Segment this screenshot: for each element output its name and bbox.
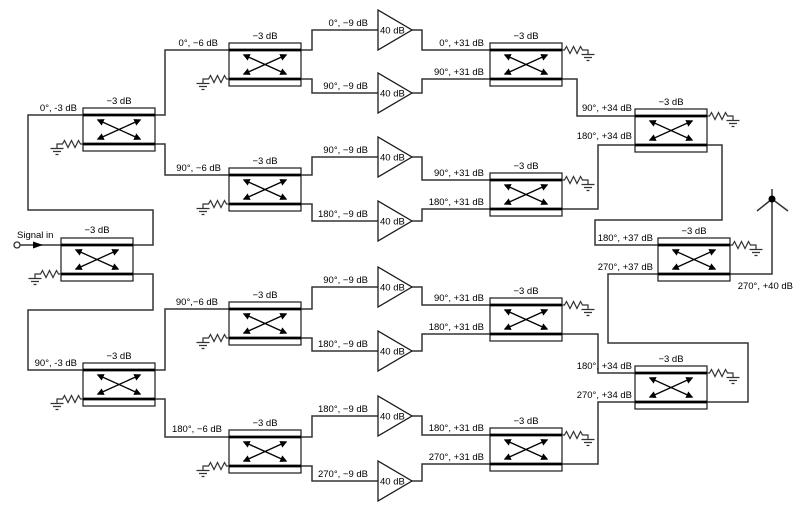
- terminated-port-icon: [51, 141, 84, 155]
- hybrid-coupler-icon: [83, 363, 155, 406]
- hybrid-coupler-icon: [229, 430, 301, 473]
- label-b-to-e: 90°, −6 dB: [176, 163, 221, 174]
- label-amp2-out: 90°, +31 dB: [433, 67, 484, 78]
- wire-amp4-to-comb2: [412, 209, 490, 221]
- coupler-gain-label: −3 dB: [513, 31, 539, 42]
- label-amp4-out: 180°, +31 dB: [428, 197, 484, 208]
- label-d-to-amp1: 0°, −9 dB: [328, 18, 368, 29]
- label-b-to-d: 0°, −6 dB: [178, 38, 218, 49]
- amplifier-6: [378, 331, 412, 371]
- wire-final-to-antenna: [730, 189, 772, 274]
- coupler-gain-label: −3 dB: [252, 156, 278, 167]
- label-comb6-out: 270°, +37 dB: [597, 262, 653, 273]
- amplifier-1: [378, 10, 412, 50]
- amp-gain-label: 40 dB: [380, 88, 405, 100]
- terminated-port-icon: [197, 335, 230, 349]
- signal-direction-arrow-icon: [33, 242, 43, 249]
- amplifier-3: [378, 137, 412, 177]
- terminated-port-icon: [562, 47, 595, 61]
- wire-amp6-to-comb3: [412, 334, 490, 351]
- label-comb3-out: 180°, +34 dB: [576, 361, 632, 372]
- hybrid-coupler-icon: [490, 298, 562, 341]
- wire-f-to-amp5: [301, 287, 378, 309]
- label-amp7-out: 180°, +31 dB: [428, 423, 484, 434]
- terminated-port-icon: [562, 432, 595, 446]
- coupler-combiner-2: [490, 161, 595, 216]
- coupler-gain-label: −3 dB: [106, 96, 132, 107]
- terminated-port-icon: [197, 201, 230, 215]
- terminated-port-icon: [562, 177, 595, 191]
- coupler-gain-label: −3 dB: [513, 416, 539, 427]
- terminated-port-icon: [562, 302, 595, 316]
- label-amp5-out: 90°, +31 dB: [433, 293, 484, 304]
- label-comb1-out: 90°, +34 dB: [581, 103, 632, 114]
- hybrid-coupler-icon: [61, 238, 133, 281]
- hybrid-coupler-icon: [490, 43, 562, 86]
- antenna-node: [769, 196, 776, 203]
- coupler-combiner-1: [490, 31, 595, 86]
- amplifier-5: [378, 267, 412, 307]
- coupler-gain-label: −3 dB: [681, 226, 707, 237]
- coupler-gain-label: −3 dB: [84, 225, 110, 236]
- label-comb4-out: 270°, +34 dB: [576, 390, 632, 401]
- hybrid-coupler-icon: [83, 108, 155, 151]
- coupler-gain-label: −3 dB: [658, 97, 684, 108]
- coupler-combiner-3: [490, 286, 595, 341]
- amplifier-2: [378, 73, 412, 113]
- hybrid-coupler-icon: [490, 428, 562, 471]
- coupler-combiner-final: [658, 226, 763, 281]
- hybrid-coupler-icon: [229, 43, 301, 86]
- source-terminal-icon: [14, 242, 20, 248]
- label-amp6-out: 180°, +31 dB: [428, 322, 484, 333]
- label-comb2-out: 180°, +34 dB: [576, 131, 632, 142]
- coupler-gain-label: −3 dB: [252, 290, 278, 301]
- hybrid-coupler-icon: [229, 168, 301, 211]
- coupler-gain-label: −3 dB: [513, 286, 539, 297]
- hybrid-coupler-icon: [658, 238, 730, 281]
- signal-in-label: Signal in: [17, 230, 54, 241]
- coupler-gain-label: −3 dB: [658, 354, 684, 365]
- coupler-gain-label: −3 dB: [252, 31, 278, 42]
- terminated-port-icon: [29, 271, 62, 285]
- label-amp1-out: 0°, +31 dB: [439, 38, 484, 49]
- terminated-port-icon: [707, 370, 740, 384]
- wire-b-to-d: [155, 50, 229, 115]
- amp-gain-label: 40 dB: [380, 25, 405, 37]
- amp-gain-label: 40 dB: [380, 216, 405, 228]
- label-final-out: 270°, +40 dB: [737, 281, 793, 292]
- terminated-port-icon: [707, 113, 740, 127]
- amplifier-8: [378, 461, 412, 501]
- wire-amp2-to-comb1: [412, 79, 490, 93]
- amp-gain-label: 40 dB: [380, 282, 405, 294]
- amp-gain-label: 40 dB: [380, 476, 405, 488]
- hybrid-coupler-icon: [635, 366, 707, 409]
- label-g-to-amp7: 180°, −9 dB: [317, 404, 368, 415]
- terminated-port-icon: [730, 242, 763, 256]
- coupler-gain-label: −3 dB: [252, 418, 278, 429]
- label-amp8-out: 270°, +31 dB: [428, 452, 484, 463]
- coupler-combiner-4: [490, 416, 595, 471]
- wire-amp8-to-comb4: [412, 464, 490, 481]
- wire-c-to-f: [155, 309, 229, 370]
- amp-gain-label: 40 dB: [380, 346, 405, 358]
- hybrid-coupler-icon: [229, 302, 301, 345]
- amplifier-7: [378, 396, 412, 436]
- label-e-to-amp3: 90°, −9 dB: [323, 145, 368, 156]
- wire-input-to-splitter-bottom: [28, 274, 153, 370]
- wire-d-to-amp1: [301, 30, 378, 50]
- amp-gain-label: 40 dB: [380, 152, 405, 164]
- label-in-to-bottom: 90°, -3 dB: [34, 358, 77, 369]
- amplifier-4: [378, 201, 412, 241]
- label-e-to-amp4: 180°, −9 dB: [317, 209, 368, 220]
- terminated-port-icon: [51, 396, 84, 410]
- label-c-to-f: 90°,−6 dB: [175, 297, 218, 308]
- label-comb5-out: 180°, +37 dB: [597, 233, 653, 244]
- label-c-to-g: 180°, −6 dB: [171, 424, 222, 435]
- wire-g-to-amp7: [301, 416, 378, 437]
- label-in-to-top: 0°, -3 dB: [39, 103, 77, 114]
- label-d-to-amp2: 90°, −9 dB: [323, 81, 368, 92]
- terminated-port-icon: [197, 463, 230, 477]
- terminated-port-icon: [197, 76, 230, 90]
- wire-e-to-amp3: [301, 157, 378, 175]
- hybrid-coupler-icon: [490, 173, 562, 216]
- hybrid-coupler-icon: [635, 109, 707, 152]
- coupler-combiner-5: [635, 97, 740, 152]
- label-f-to-amp5: 90°, −9 dB: [323, 275, 368, 286]
- label-f-to-amp6: 180°, −9 dB: [317, 339, 368, 350]
- label-amp3-out: 90°, +31 dB: [433, 168, 484, 179]
- coupler-combiner-6: [635, 354, 740, 409]
- coupler-gain-label: −3 dB: [513, 161, 539, 172]
- label-g-to-amp8: 270°, −9 dB: [317, 469, 368, 480]
- amp-gain-label: 40 dB: [380, 411, 405, 423]
- coupler-gain-label: −3 dB: [106, 351, 132, 362]
